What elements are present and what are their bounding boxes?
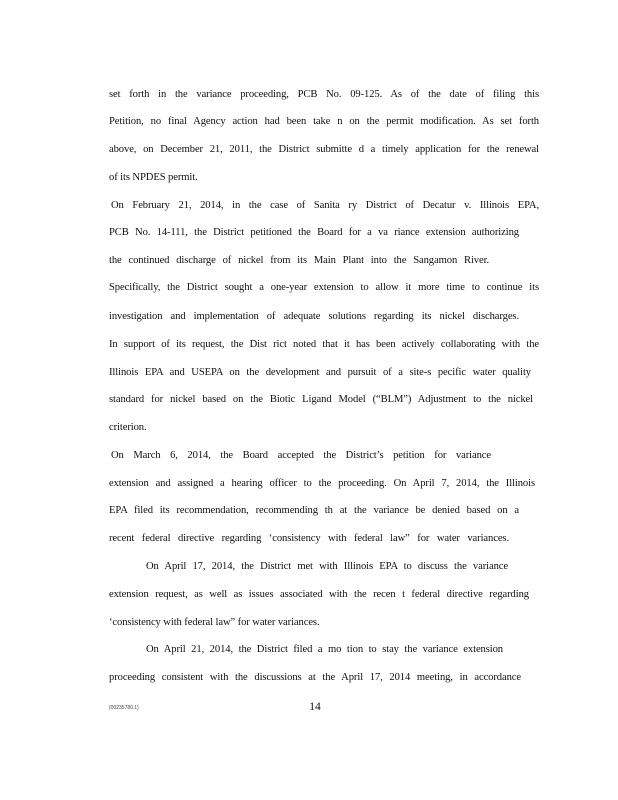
body-line-17: recent federal directive regarding ‘consistency with federal law” for water variances.	[109, 533, 509, 544]
body-line-18: On April 17, 2014, the District met with Illinois EPA to discuss the variance	[146, 561, 508, 572]
body-line-20: ‘consistency with federal law” for water variances.	[109, 617, 320, 628]
footer-document-id: {00235780.1}	[109, 705, 139, 711]
body-line-14: On March 6, 2014, the Board accepted the District’s petition for variance	[111, 450, 491, 461]
body-line-9: investigation and implementation of adequate solutions regarding its nickel discharges.	[109, 311, 519, 322]
body-line-13: criterion.	[109, 422, 147, 433]
body-line-15: extension and assigned a hearing officer to the proceeding. On April 7, 2014, the Illinois	[109, 478, 535, 489]
body-line-10: In support of its request, the Dist rict noted that it has been actively collaborating with the	[109, 339, 539, 350]
body-line-4: of its NPDES permit.	[109, 172, 198, 183]
body-line-16: EPA filed its recommendation, recommending th at the variance be denied based on a	[109, 505, 519, 516]
body-line-3: above, on December 21, 2011, the District submitte d a timely application for the renewal	[109, 144, 539, 155]
body-line-7: the continued discharge of nickel from its Main Plant into the Sangamon River.	[109, 255, 489, 266]
body-line-22: proceeding consistent with the discussions at the April 17, 2014 meeting, in accordance	[109, 672, 521, 683]
body-line-8: Specifically, the District sought a one-year extension to allow it more time to continue its	[109, 282, 539, 293]
page-number: 14	[309, 701, 321, 713]
body-line-5: On February 21, 2014, in the case of Sanita ry District of Decatur v. Illinois EPA,	[111, 200, 539, 211]
body-line-11: Illinois EPA and USEPA on the development and pursuit of a site-s pecific water quality	[109, 367, 531, 378]
body-line-1: set forth in the variance proceeding, PCB No. 09-125. As of the date of filing this	[109, 89, 539, 100]
body-line-19: extension request, as well as issues associated with the recen t federal directive regarding	[109, 589, 529, 600]
body-line-6: PCB No. 14-111, the District petitioned the Board for a va riance extension authorizing	[109, 227, 519, 238]
body-line-21: On April 21, 2014, the District filed a mo tion to stay the variance extension	[146, 644, 503, 655]
body-line-2: Petition, no final Agency action had been take n on the permit modification. As set forth	[109, 116, 539, 127]
body-line-12: standard for nickel based on the Biotic Ligand Model (“BLM”) Adjustment to the nickel	[109, 394, 533, 405]
